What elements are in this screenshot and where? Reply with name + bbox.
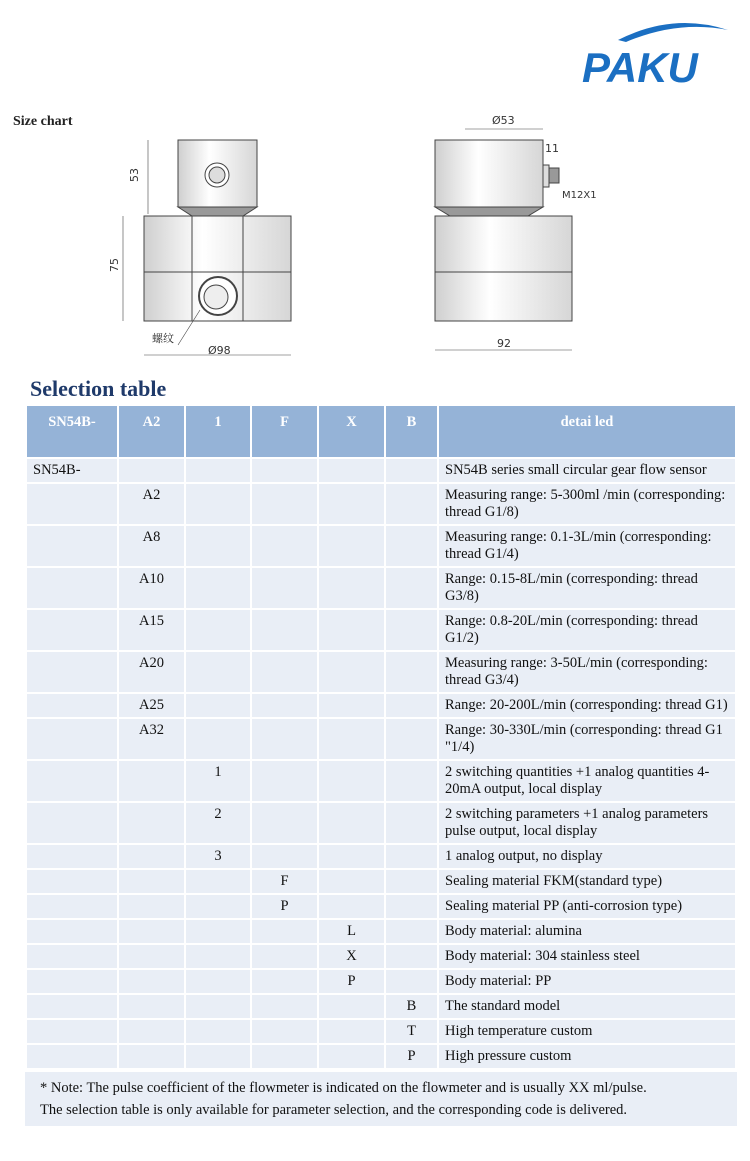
empty-cell <box>318 567 385 609</box>
code-cell: 3 <box>185 844 251 869</box>
selection-notes <box>25 1072 737 1126</box>
empty-cell <box>185 1044 251 1069</box>
empty-cell <box>118 458 185 483</box>
empty-cell <box>26 802 118 844</box>
header-cell: X <box>318 405 385 458</box>
empty-cell <box>118 844 185 869</box>
empty-cell <box>185 894 251 919</box>
code-cell: P <box>385 1044 438 1069</box>
empty-cell <box>251 651 318 693</box>
empty-cell <box>385 609 438 651</box>
empty-cell <box>318 894 385 919</box>
detail-cell: Measuring range: 5-300ml /min (corresponding: thread G1/8) <box>438 483 736 525</box>
empty-cell <box>318 1019 385 1044</box>
dim-body-height: 75 <box>108 258 121 272</box>
empty-cell <box>185 458 251 483</box>
empty-cell <box>26 693 118 718</box>
empty-cell <box>251 718 318 760</box>
empty-cell <box>251 567 318 609</box>
empty-cell <box>185 483 251 525</box>
detail-cell: 1 analog output, no display <box>438 844 736 869</box>
empty-cell <box>26 994 118 1019</box>
detail-cell: Body material: 304 stainless steel <box>438 944 736 969</box>
detail-cell: Range: 0.15-8L/min (corresponding: thread G3/8) <box>438 567 736 609</box>
empty-cell <box>318 483 385 525</box>
empty-cell <box>185 919 251 944</box>
empty-cell <box>318 651 385 693</box>
empty-cell <box>26 609 118 651</box>
selection-table-title: Selection table <box>30 376 167 401</box>
detail-cell: High temperature custom <box>438 1019 736 1044</box>
table-row <box>26 844 736 869</box>
detail-cell: Sealing material PP (anti-corrosion type) <box>438 894 736 919</box>
empty-cell <box>318 760 385 802</box>
empty-cell <box>385 894 438 919</box>
empty-cell <box>251 802 318 844</box>
table-row <box>26 969 736 994</box>
table-row <box>26 483 736 525</box>
detail-cell: 2 switching parameters +1 analog parameters pulse output, local display <box>438 802 736 844</box>
code-cell: P <box>318 969 385 994</box>
dim-top-diameter: Ø53 <box>492 114 515 127</box>
detail-cell: SN54B series small circular gear flow sensor <box>438 458 736 483</box>
size-chart-label: Size chart <box>13 114 73 129</box>
empty-cell <box>251 483 318 525</box>
selection-table <box>25 404 737 1070</box>
detail-cell: 2 switching quantities +1 analog quantities 4-20mA output, local display <box>438 760 736 802</box>
empty-cell <box>118 919 185 944</box>
empty-cell <box>385 693 438 718</box>
empty-cell <box>318 458 385 483</box>
dim-top-height: 53 <box>128 168 141 182</box>
code-cell: T <box>385 1019 438 1044</box>
empty-cell <box>185 994 251 1019</box>
code-cell: A20 <box>118 651 185 693</box>
empty-cell <box>385 651 438 693</box>
code-cell: F <box>251 869 318 894</box>
empty-cell <box>318 869 385 894</box>
empty-cell <box>118 944 185 969</box>
table-row <box>26 994 736 1019</box>
empty-cell <box>251 1019 318 1044</box>
empty-cell <box>118 1044 185 1069</box>
header-cell: A2 <box>118 405 185 458</box>
dim-width: 92 <box>497 337 511 350</box>
detail-cell: The standard model <box>438 994 736 1019</box>
empty-cell <box>251 1044 318 1069</box>
table-row <box>26 1019 736 1044</box>
empty-cell <box>318 994 385 1019</box>
empty-cell <box>251 844 318 869</box>
table-row <box>26 525 736 567</box>
empty-cell <box>185 525 251 567</box>
empty-cell <box>185 651 251 693</box>
empty-cell <box>318 525 385 567</box>
empty-cell <box>385 869 438 894</box>
dimension-drawing <box>100 100 620 360</box>
empty-cell <box>26 1019 118 1044</box>
empty-cell <box>26 894 118 919</box>
empty-cell <box>385 718 438 760</box>
code-cell: A25 <box>118 693 185 718</box>
empty-cell <box>318 609 385 651</box>
empty-cell <box>185 944 251 969</box>
empty-cell <box>118 994 185 1019</box>
detail-cell: Measuring range: 0.1-3L/min (corresponding: thread G1/4) <box>438 525 736 567</box>
code-cell: A8 <box>118 525 185 567</box>
code-cell: A32 <box>118 718 185 760</box>
empty-cell <box>118 969 185 994</box>
empty-cell <box>318 844 385 869</box>
table-row <box>26 458 736 483</box>
empty-cell <box>118 894 185 919</box>
empty-cell <box>385 802 438 844</box>
note-selection: The selection table is only available for parameter selection, and the corresponding code is delivered. <box>40 1102 628 1118</box>
detail-cell: Body material: alumina <box>438 919 736 944</box>
empty-cell <box>385 567 438 609</box>
empty-cell <box>251 919 318 944</box>
empty-cell <box>26 969 118 994</box>
detail-cell: Range: 0.8-20L/min (corresponding: thread G1/2) <box>438 609 736 651</box>
detail-cell: Body material: PP <box>438 969 736 994</box>
code-cell: P <box>251 894 318 919</box>
empty-cell <box>251 693 318 718</box>
thread-label: 螺纹 <box>152 332 174 345</box>
empty-cell <box>26 1044 118 1069</box>
empty-cell <box>251 609 318 651</box>
code-cell: A2 <box>118 483 185 525</box>
detail-cell: Range: 20-200L/min (corresponding: thread G1) <box>438 693 736 718</box>
dim-connector-thread: M12X1 <box>562 190 597 201</box>
code-cell: X <box>318 944 385 969</box>
table-row <box>26 567 736 609</box>
code-cell: 1 <box>185 760 251 802</box>
svg-text:PAKU: PAKU <box>582 44 698 88</box>
empty-cell <box>26 651 118 693</box>
note-pulse: * Note: The pulse coefficient of the flowmeter is indicated on the flowmeter and is usually XX ml/pulse. <box>40 1080 647 1096</box>
empty-cell <box>118 802 185 844</box>
empty-cell <box>185 718 251 760</box>
table-row <box>26 760 736 802</box>
detail-cell: Range: 30-330L/min (corresponding: thread G1 "1/4) <box>438 718 736 760</box>
empty-cell <box>118 869 185 894</box>
detail-cell: Measuring range: 3-50L/min (corresponding: thread G3/4) <box>438 651 736 693</box>
empty-cell <box>318 802 385 844</box>
code-cell: A10 <box>118 567 185 609</box>
table-row <box>26 919 736 944</box>
empty-cell <box>318 1044 385 1069</box>
table-row <box>26 894 736 919</box>
empty-cell <box>118 760 185 802</box>
dim-connector-length: 11 <box>545 142 559 155</box>
empty-cell <box>251 994 318 1019</box>
empty-cell <box>26 525 118 567</box>
empty-cell <box>251 525 318 567</box>
empty-cell <box>26 919 118 944</box>
code-cell: L <box>318 919 385 944</box>
paku-logo <box>578 18 738 88</box>
empty-cell <box>251 458 318 483</box>
empty-cell <box>385 458 438 483</box>
empty-cell <box>318 693 385 718</box>
empty-cell <box>26 718 118 760</box>
empty-cell <box>385 760 438 802</box>
empty-cell <box>26 483 118 525</box>
empty-cell <box>26 944 118 969</box>
empty-cell <box>185 969 251 994</box>
table-row <box>26 802 736 844</box>
empty-cell <box>185 693 251 718</box>
empty-cell <box>318 718 385 760</box>
header-cell: SN54B- <box>26 405 118 458</box>
table-row <box>26 944 736 969</box>
dim-body-diameter: Ø98 <box>208 344 231 357</box>
empty-cell <box>251 760 318 802</box>
empty-cell <box>185 609 251 651</box>
empty-cell <box>185 1019 251 1044</box>
empty-cell <box>385 844 438 869</box>
empty-cell <box>26 869 118 894</box>
table-row <box>26 693 736 718</box>
empty-cell <box>26 760 118 802</box>
table-row <box>26 651 736 693</box>
empty-cell <box>385 969 438 994</box>
empty-cell <box>26 844 118 869</box>
empty-cell <box>185 869 251 894</box>
header-cell: F <box>251 405 318 458</box>
header-cell: B <box>385 405 438 458</box>
empty-cell <box>385 944 438 969</box>
detail-cell: High pressure custom <box>438 1044 736 1069</box>
empty-cell <box>385 525 438 567</box>
empty-cell <box>185 567 251 609</box>
empty-cell <box>26 567 118 609</box>
header-cell: detai led <box>438 405 736 458</box>
detail-cell: Sealing material FKM(standard type) <box>438 869 736 894</box>
header-cell: 1 <box>185 405 251 458</box>
table-row <box>26 869 736 894</box>
table-row <box>26 718 736 760</box>
code-cell: 2 <box>185 802 251 844</box>
selection-section <box>25 404 737 1126</box>
empty-cell <box>118 1019 185 1044</box>
code-cell: B <box>385 994 438 1019</box>
empty-cell <box>385 919 438 944</box>
table-row <box>26 1044 736 1069</box>
empty-cell <box>251 944 318 969</box>
empty-cell <box>385 483 438 525</box>
code-cell: A15 <box>118 609 185 651</box>
code-cell: SN54B- <box>26 458 118 483</box>
table-row <box>26 609 736 651</box>
empty-cell <box>251 969 318 994</box>
